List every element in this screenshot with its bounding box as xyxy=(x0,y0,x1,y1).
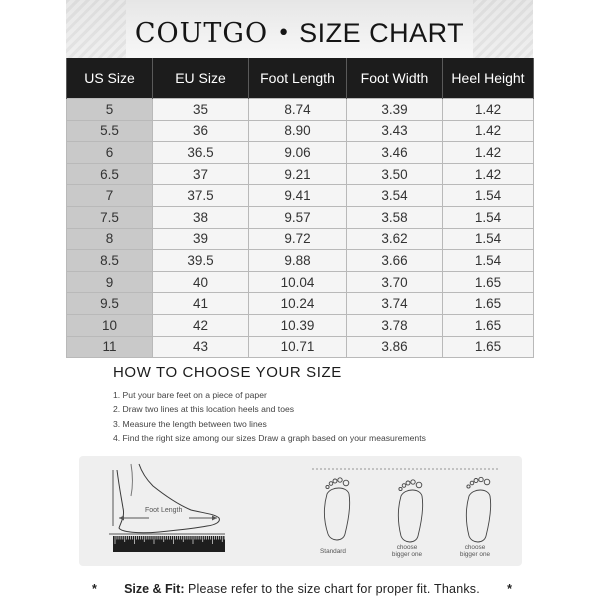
cell-foot-width: 3.50 xyxy=(347,163,443,185)
foot-length-label: Foot Length xyxy=(145,507,183,514)
table-row xyxy=(67,271,534,293)
brand-name: COUTGO xyxy=(134,17,269,49)
column-header-heel-height: Heel Height xyxy=(443,58,534,99)
arrow-left-head xyxy=(119,516,124,521)
howto-step: 3. Measure the length between two lines xyxy=(113,418,267,429)
cell-foot-length: 10.04 xyxy=(249,271,347,293)
cell-foot-length: 9.06 xyxy=(249,142,347,164)
cell-foot-width: 3.46 xyxy=(347,142,443,164)
table-row xyxy=(67,163,534,185)
howto-step: 1. Put your bare feet on a piece of paper xyxy=(113,390,267,400)
measurement-illustration-panel xyxy=(79,456,522,566)
size-fit-footer xyxy=(92,582,512,596)
footer-star-left: * xyxy=(92,582,97,596)
cell-foot-length: 9.57 xyxy=(249,206,347,228)
cell-foot-width: 3.78 xyxy=(347,314,443,336)
table-row xyxy=(67,314,534,336)
cell-eu-size: 37.5 xyxy=(153,185,249,207)
footprint-label-bigger-second: choose bigger one xyxy=(459,544,491,558)
footprint-bigger-second-icon xyxy=(466,477,490,542)
cell-heel-height: 1.54 xyxy=(443,250,534,272)
cell-eu-size: 39 xyxy=(153,228,249,250)
table-row xyxy=(67,206,534,228)
title-separator: • xyxy=(277,20,291,46)
table-row xyxy=(67,99,534,121)
cell-us-size: 8.5 xyxy=(67,250,153,272)
ruler-body xyxy=(113,536,225,552)
cell-foot-length: 8.74 xyxy=(249,99,347,121)
howto-steps xyxy=(113,388,426,446)
cell-foot-length: 10.71 xyxy=(249,336,347,358)
cell-eu-size: 36 xyxy=(153,120,249,142)
footprint-label-standard: Standard xyxy=(320,548,346,555)
table-row xyxy=(67,250,534,272)
column-header-eu-size: EU Size xyxy=(153,58,249,99)
cell-foot-width: 3.86 xyxy=(347,336,443,358)
cell-heel-height: 1.65 xyxy=(443,271,534,293)
howto-title: HOW TO CHOOSE YOUR SIZE xyxy=(113,364,342,381)
cell-eu-size: 38 xyxy=(153,206,249,228)
cell-foot-width: 3.62 xyxy=(347,228,443,250)
cell-foot-width: 3.58 xyxy=(347,206,443,228)
cell-heel-height: 1.54 xyxy=(443,228,534,250)
footer-star-right: * xyxy=(507,582,512,596)
footprint-label-bigger: choose bigger one xyxy=(391,544,423,558)
footer-label: Size & Fit: xyxy=(124,582,185,596)
cell-us-size: 9 xyxy=(67,271,153,293)
cell-heel-height: 1.54 xyxy=(443,185,534,207)
ruler-icon xyxy=(113,536,225,552)
cell-heel-height: 1.42 xyxy=(443,142,534,164)
table-row xyxy=(67,120,534,142)
table-body xyxy=(67,99,534,358)
cell-foot-width: 3.66 xyxy=(347,250,443,272)
cell-heel-height: 1.65 xyxy=(443,336,534,358)
table-row xyxy=(67,185,534,207)
cell-foot-width: 3.39 xyxy=(347,99,443,121)
cell-eu-size: 37 xyxy=(153,163,249,185)
footprint-bigger-icon xyxy=(398,480,422,542)
cell-foot-width: 3.74 xyxy=(347,293,443,315)
cell-foot-length: 10.24 xyxy=(249,293,347,315)
cell-heel-height: 1.42 xyxy=(443,120,534,142)
cell-eu-size: 36.5 xyxy=(153,142,249,164)
cell-us-size: 7 xyxy=(67,185,153,207)
footer-note: Please refer to the size chart for proper fit. Thanks. xyxy=(187,582,480,596)
column-header-us-size: US Size xyxy=(67,58,153,99)
table-row xyxy=(67,293,534,315)
cell-foot-width: 3.54 xyxy=(347,185,443,207)
cell-us-size: 10 xyxy=(67,314,153,336)
table-header-row xyxy=(67,58,534,99)
cell-us-size: 7.5 xyxy=(67,206,153,228)
size-chart-table xyxy=(66,58,534,358)
howto-step: 2. Draw two lines at this location heels and toes xyxy=(113,404,295,415)
table-row xyxy=(67,228,534,250)
table-row xyxy=(67,336,534,358)
ankle-line xyxy=(131,464,133,496)
table-row xyxy=(67,142,534,164)
footprint-standard-icon xyxy=(324,478,349,540)
title-row xyxy=(66,13,533,53)
cell-eu-size: 43 xyxy=(153,336,249,358)
cell-eu-size: 39.5 xyxy=(153,250,249,272)
cell-foot-length: 10.39 xyxy=(249,314,347,336)
cell-heel-height: 1.65 xyxy=(443,293,534,315)
header-banner xyxy=(66,0,533,58)
cell-heel-height: 1.42 xyxy=(443,163,534,185)
cell-us-size: 6 xyxy=(67,142,153,164)
cell-foot-length: 9.41 xyxy=(249,185,347,207)
cell-eu-size: 41 xyxy=(153,293,249,315)
cell-us-size: 5 xyxy=(67,99,153,121)
cell-us-size: 5.5 xyxy=(67,120,153,142)
cell-eu-size: 42 xyxy=(153,314,249,336)
column-header-foot-width: Foot Width xyxy=(347,58,443,99)
cell-foot-length: 9.72 xyxy=(249,228,347,250)
cell-heel-height: 1.54 xyxy=(443,206,534,228)
column-header-foot-length: Foot Length xyxy=(249,58,347,99)
cell-us-size: 6.5 xyxy=(67,163,153,185)
cell-foot-length: 9.21 xyxy=(249,163,347,185)
howto-step: 4. Find the right size among our sizes Draw a graph based on your measurements xyxy=(113,433,426,444)
cell-foot-width: 3.43 xyxy=(347,120,443,142)
cell-heel-height: 1.65 xyxy=(443,314,534,336)
cell-us-size: 9.5 xyxy=(67,293,153,315)
cell-heel-height: 1.42 xyxy=(443,99,534,121)
foot-side-view-icon xyxy=(109,464,225,534)
cell-eu-size: 35 xyxy=(153,99,249,121)
page-title: SIZE CHART xyxy=(299,17,465,48)
cell-foot-width: 3.70 xyxy=(347,271,443,293)
cell-foot-length: 9.88 xyxy=(249,250,347,272)
cell-foot-length: 8.90 xyxy=(249,120,347,142)
cell-us-size: 8 xyxy=(67,228,153,250)
cell-eu-size: 40 xyxy=(153,271,249,293)
cell-us-size: 11 xyxy=(67,336,153,358)
